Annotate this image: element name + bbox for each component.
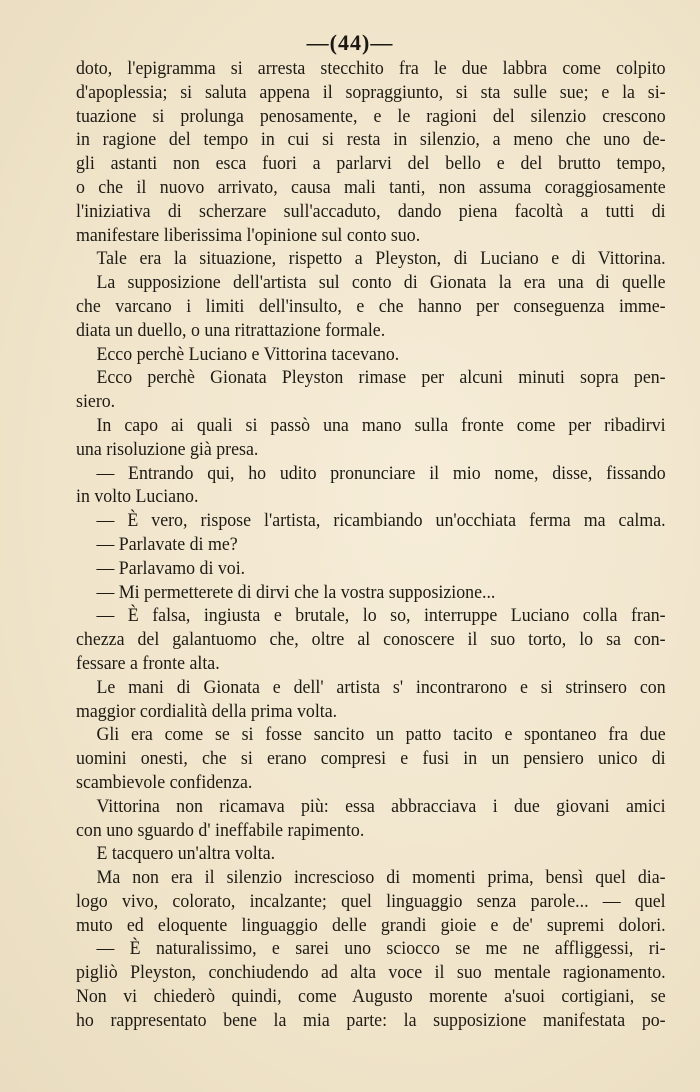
text-line: gli astanti non esca fuori a parlarvi del bello e del brutto tempo, — [76, 153, 666, 175]
text-line: chezza del galantuomo che, oltre al conoscere il suo torto, lo sa con- — [76, 629, 666, 651]
text-line: pigliò Pleyston, conchiudendo ad alta voce il suo mentale ragionamento. — [76, 962, 666, 984]
text-line: manifestare liberissima l'opinione sul conto suo. — [76, 224, 421, 246]
text-line: Vittorina non ricamava più: essa abbracciava i due giovani amici — [96, 795, 666, 817]
text-line: logo vivo, colorato, incalzante; quel linguaggio senza parole... — quel — [76, 890, 666, 912]
text-line: in ragione del tempo in cui si resta in silenzio, a meno che uno de- — [76, 129, 666, 151]
text-line: — Entrando qui, ho udito pronunciare il mio nome, disse, fissando — [96, 462, 666, 484]
text-line: Non vi chiederò quindi, come Augusto morente a'suoi cortigiani, se — [76, 986, 666, 1008]
text-line: d'apoplessia; si saluta appena il sopraggiunto, si sta sulle sue; e la si- — [76, 81, 666, 103]
text-line: Gli era come se si fosse sancito un patto tacito e spontaneo fra due — [96, 724, 666, 746]
text-line: — Parlavate di me? — [96, 533, 238, 555]
text-line: che varcano i limiti dell'insulto, e che hanno per conseguenza imme- — [76, 295, 666, 317]
text-line: ho rappresentato bene la mia parte: la supposizione manifestata po- — [76, 1009, 666, 1031]
text-line: La supposizione dell'artista sul conto di Gionata la era una di quelle — [96, 272, 666, 294]
text-line: diata un duello, o una ritrattazione formale. — [76, 319, 386, 341]
text-line: — Parlavamo di voi. — [96, 557, 246, 579]
text-line: scambievole confidenza. — [76, 771, 253, 793]
text-line: una risoluzione già presa. — [76, 438, 259, 460]
text-line: o che il nuovo arrivato, causa mali tanti, non assuma coraggiosamente — [76, 176, 666, 198]
text-line: — È vero, rispose l'artista, ricambiando un'occhiata ferma ma calma. — [96, 510, 666, 532]
text-line: l'iniziativa di scherzare sull'accaduto, dando piena facoltà a tutti di — [76, 200, 666, 222]
text-line: doto, l'epigramma si arresta stecchito fra le due labbra come colpito — [76, 58, 666, 79]
text-line: Tale era la situazione, rispetto a Pleyston, di Luciano e di Vittorina. — [96, 248, 666, 270]
text-line: — È naturalissimo, e sarei uno sciocco se me ne affliggessi, ri- — [96, 938, 666, 960]
text-line: in volto Luciano. — [76, 486, 199, 508]
text-line: — Mi permetterete di dirvi che la vostra supposizione... — [96, 581, 496, 603]
text-line: E tacquero un'altra volta. — [96, 843, 276, 865]
text-line: fessare a fronte alta. — [76, 652, 220, 674]
text-line: con uno sguardo d' ineffabile rapimento. — [76, 819, 365, 841]
text-line: siero. — [76, 391, 116, 413]
body-text — [76, 57, 666, 1033]
text-line: In capo ai quali si passò una mano sulla fronte come per ribadirvi — [96, 414, 666, 436]
page-number-header: —(44)— — [306, 30, 394, 55]
text-line: tuazione si prolunga penosamente, e le ragioni del silenzio crescono — [76, 105, 666, 127]
text-line: maggior cordialità della prima volta. — [76, 700, 338, 722]
text-line: muto ed eloquente linguaggio delle grandi gioie e de' supremi dolori. — [76, 914, 666, 936]
text-line: Ecco perchè Gionata Pleyston rimase per alcuni minuti sopra pen- — [96, 367, 666, 389]
text-line: — È falsa, ingiusta e brutale, lo so, interruppe Luciano colla fran- — [96, 605, 666, 627]
text-line: uomini onesti, che si erano compresi e fusi in un pensiero unico di — [76, 748, 666, 770]
text-line: Ma non era il silenzio increscioso di momenti prima, bensì quel dia- — [96, 867, 666, 889]
text-line: Le mani di Gionata e dell' artista s' incontrarono e si strinsero con — [96, 676, 666, 698]
text-line: Ecco perchè Luciano e Vittorina tacevano. — [96, 343, 400, 365]
